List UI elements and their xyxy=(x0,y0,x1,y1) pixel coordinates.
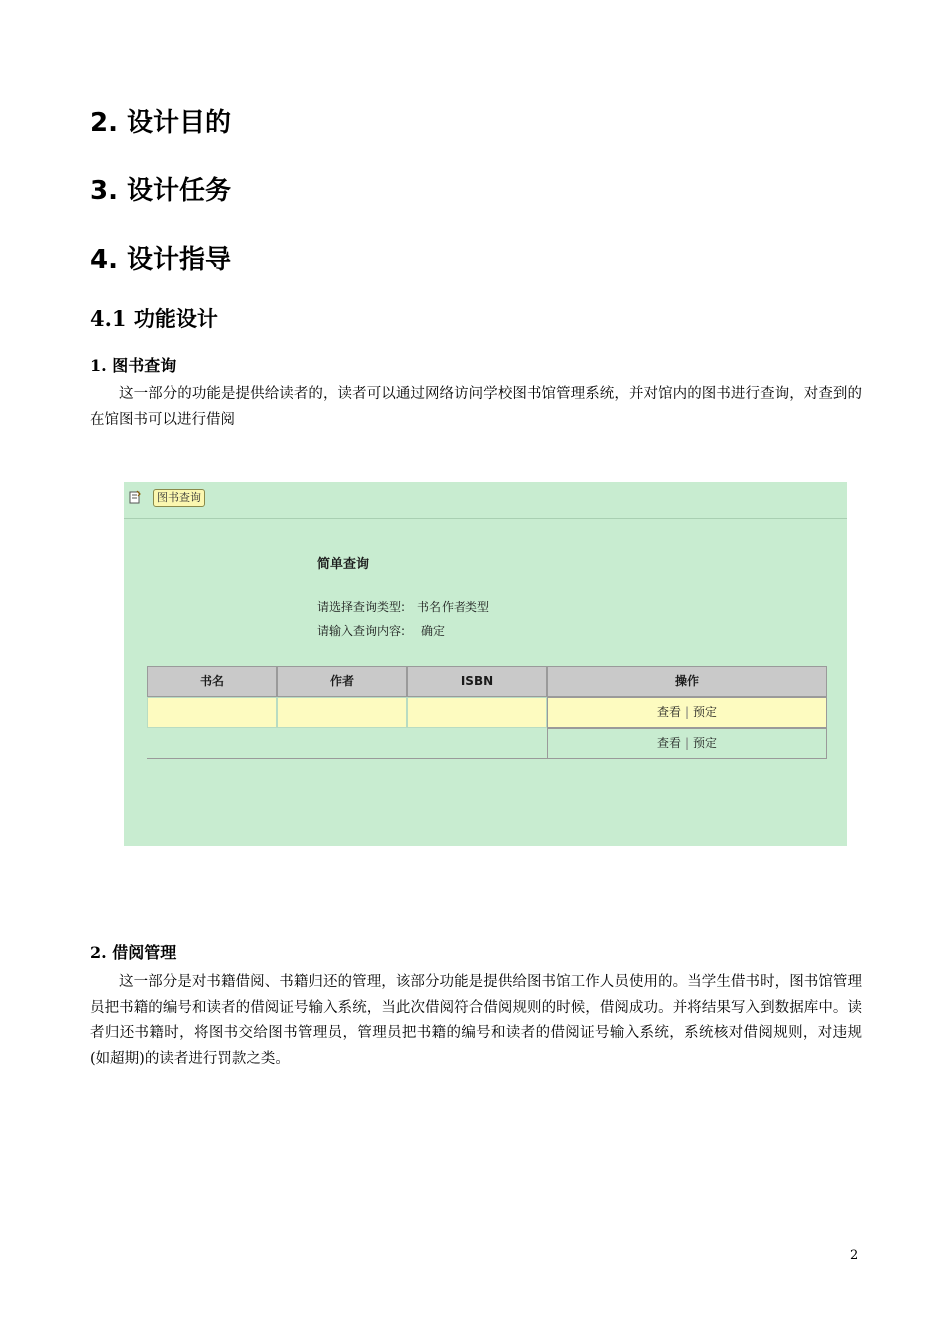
heading-function-design: 4.1 功能设计 xyxy=(90,306,218,331)
paragraph-book-query: 这一部分的功能是提供给读者的，读者可以通过网络访问学校图书馆管理系统，并对馆内的图书进行查询，对查到的在馆图书可以进行借阅 xyxy=(90,386,862,428)
query-type-title[interactable]: 书名 xyxy=(417,600,442,614)
table-row-actions xyxy=(547,697,827,728)
action-separator: | xyxy=(684,736,690,750)
query-type-label: 请选择查询类型: xyxy=(317,600,406,614)
column-header-title: 书名 xyxy=(147,666,277,697)
table-cell xyxy=(407,697,547,728)
view-link[interactable]: 查看 xyxy=(656,736,681,750)
page-number: 2 xyxy=(850,1248,859,1263)
heading-design-purpose: 2. 设计目的 xyxy=(90,108,232,138)
heading-borrow-management: 2. 借阅管理 xyxy=(90,943,177,962)
query-type-author[interactable]: 作者 xyxy=(442,600,467,614)
confirm-button[interactable]: 确定 xyxy=(421,624,446,638)
view-link[interactable]: 查看 xyxy=(656,705,681,719)
reserve-link[interactable]: 预定 xyxy=(693,736,718,750)
row-divider xyxy=(147,758,547,759)
heading-design-guide: 4. 设计指导 xyxy=(90,245,232,275)
table-row-actions xyxy=(547,728,827,759)
table-cell xyxy=(147,697,277,728)
book-query-screenshot xyxy=(124,482,847,846)
heading-book-query: 1. 图书查询 xyxy=(90,356,177,375)
heading-design-task: 3. 设计任务 xyxy=(90,176,232,206)
tab-book-query[interactable]: 图书查询 xyxy=(153,489,205,507)
simple-query-title: 简单查询 xyxy=(317,557,370,572)
column-header-action: 操作 xyxy=(547,666,827,697)
action-separator: | xyxy=(684,705,690,719)
reserve-link[interactable]: 预定 xyxy=(693,705,718,719)
column-header-isbn: ISBN xyxy=(407,666,547,697)
column-header-author: 作者 xyxy=(277,666,407,697)
paragraph-borrow-management: 这一部分是对书籍借阅、书籍归还的管理，该部分功能是提供给图书馆工作人员使用的。当学生借书时，图书馆管理员把书籍的编号和读者的借阅证号输入系统，当此次借阅符合借阅规则的时候，借阅成功。并将结果写入到数据库中。读者归还书籍时，将图书交给图书管理员，管理员把书籍的编号和读者的借阅证号输入系统，系统核对借阅规则，对违规(如超期)的读者进行罚款之类。 xyxy=(90,974,862,1067)
screenshot-toolbar xyxy=(124,482,847,519)
table-cell xyxy=(277,697,407,728)
query-type-category[interactable]: 类型 xyxy=(465,600,490,614)
results-table xyxy=(147,666,827,761)
notepad-icon xyxy=(129,490,141,504)
query-content-label: 请输入查询内容: xyxy=(317,624,406,638)
